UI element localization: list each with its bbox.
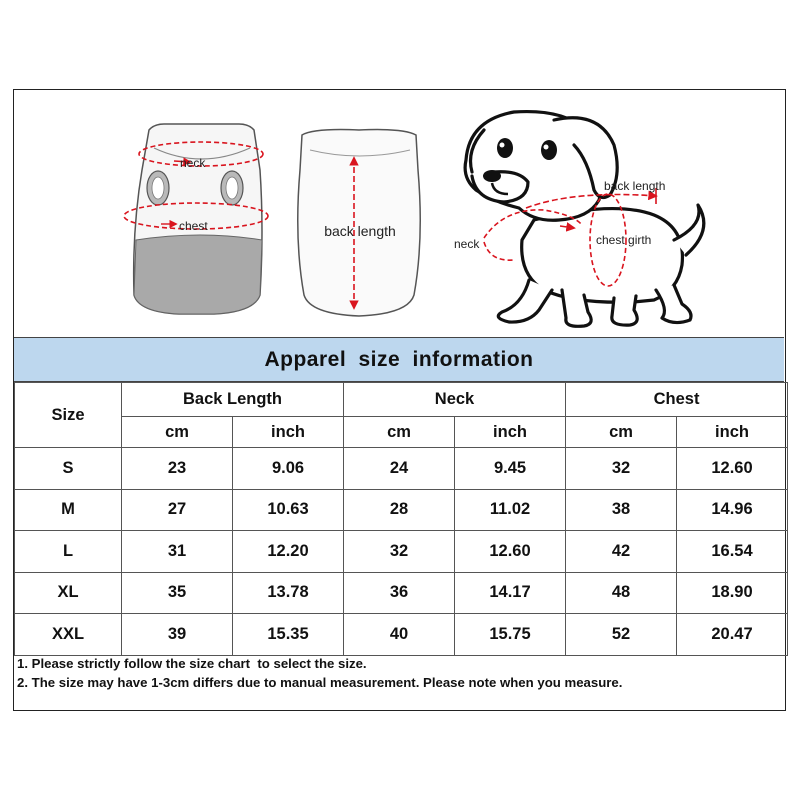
table-row [15, 489, 788, 531]
size-table [14, 382, 788, 656]
value-cell: 52 [566, 614, 677, 656]
table-row [15, 614, 788, 656]
value-cell: 35 [122, 572, 233, 614]
group-header-neck: Neck [344, 383, 566, 417]
value-cell: 14.17 [455, 572, 566, 614]
value-cell: 48 [566, 572, 677, 614]
value-cell: 13.78 [233, 572, 344, 614]
group-header-chest: Chest [566, 383, 788, 417]
table-row [15, 572, 788, 614]
value-cell: 12.60 [677, 448, 788, 490]
dog-back-length-label: back length [604, 179, 666, 193]
value-cell: 32 [566, 448, 677, 490]
dog-chest-girth-label: chest girth [596, 233, 652, 247]
value-cell: 27 [122, 489, 233, 531]
value-cell: 42 [566, 531, 677, 573]
chest-label: chest [179, 219, 208, 233]
unit-header: inch [233, 417, 344, 448]
size-header: Size [15, 383, 122, 448]
value-cell: 9.06 [233, 448, 344, 490]
unit-header: cm [566, 417, 677, 448]
unit-header: cm [122, 417, 233, 448]
size-cell: M [15, 489, 122, 531]
unit-header: inch [455, 417, 566, 448]
neck-label: neck [180, 156, 206, 170]
value-cell: 23 [122, 448, 233, 490]
back-length-label: back length [324, 223, 396, 239]
group-header-back-length: Back Length [122, 383, 344, 417]
value-cell: 11.02 [455, 489, 566, 531]
value-cell: 10.63 [233, 489, 344, 531]
value-cell: 18.90 [677, 572, 788, 614]
value-cell: 39 [122, 614, 233, 656]
size-cell: L [15, 531, 122, 573]
table-row [15, 531, 788, 573]
table-title: Apparel size information [14, 337, 784, 382]
measurement-illustration [14, 90, 784, 336]
size-notes [17, 654, 782, 692]
value-cell: 28 [344, 489, 455, 531]
value-cell: 38 [566, 489, 677, 531]
value-cell: 16.54 [677, 531, 788, 573]
unit-header: cm [344, 417, 455, 448]
size-chart-frame [13, 89, 786, 711]
size-cell: S [15, 448, 122, 490]
note-line: 1. Please strictly follow the size chart to select the size. [17, 656, 367, 671]
value-cell: 15.75 [455, 614, 566, 656]
size-cell: XXL [15, 614, 122, 656]
value-cell: 31 [122, 531, 233, 573]
value-cell: 15.35 [233, 614, 344, 656]
value-cell: 14.96 [677, 489, 788, 531]
value-cell: 12.20 [233, 531, 344, 573]
note-line: 2. The size may have 1-3cm differs due to manual measurement. Please note when you measure. [17, 675, 623, 690]
value-cell: 24 [344, 448, 455, 490]
value-cell: 9.45 [455, 448, 566, 490]
value-cell: 36 [344, 572, 455, 614]
value-cell: 32 [344, 531, 455, 573]
dog-neck-label: neck [454, 237, 480, 251]
table-row [15, 448, 788, 490]
size-cell: XL [15, 572, 122, 614]
unit-header: inch [677, 417, 788, 448]
value-cell: 40 [344, 614, 455, 656]
value-cell: 12.60 [455, 531, 566, 573]
value-cell: 20.47 [677, 614, 788, 656]
